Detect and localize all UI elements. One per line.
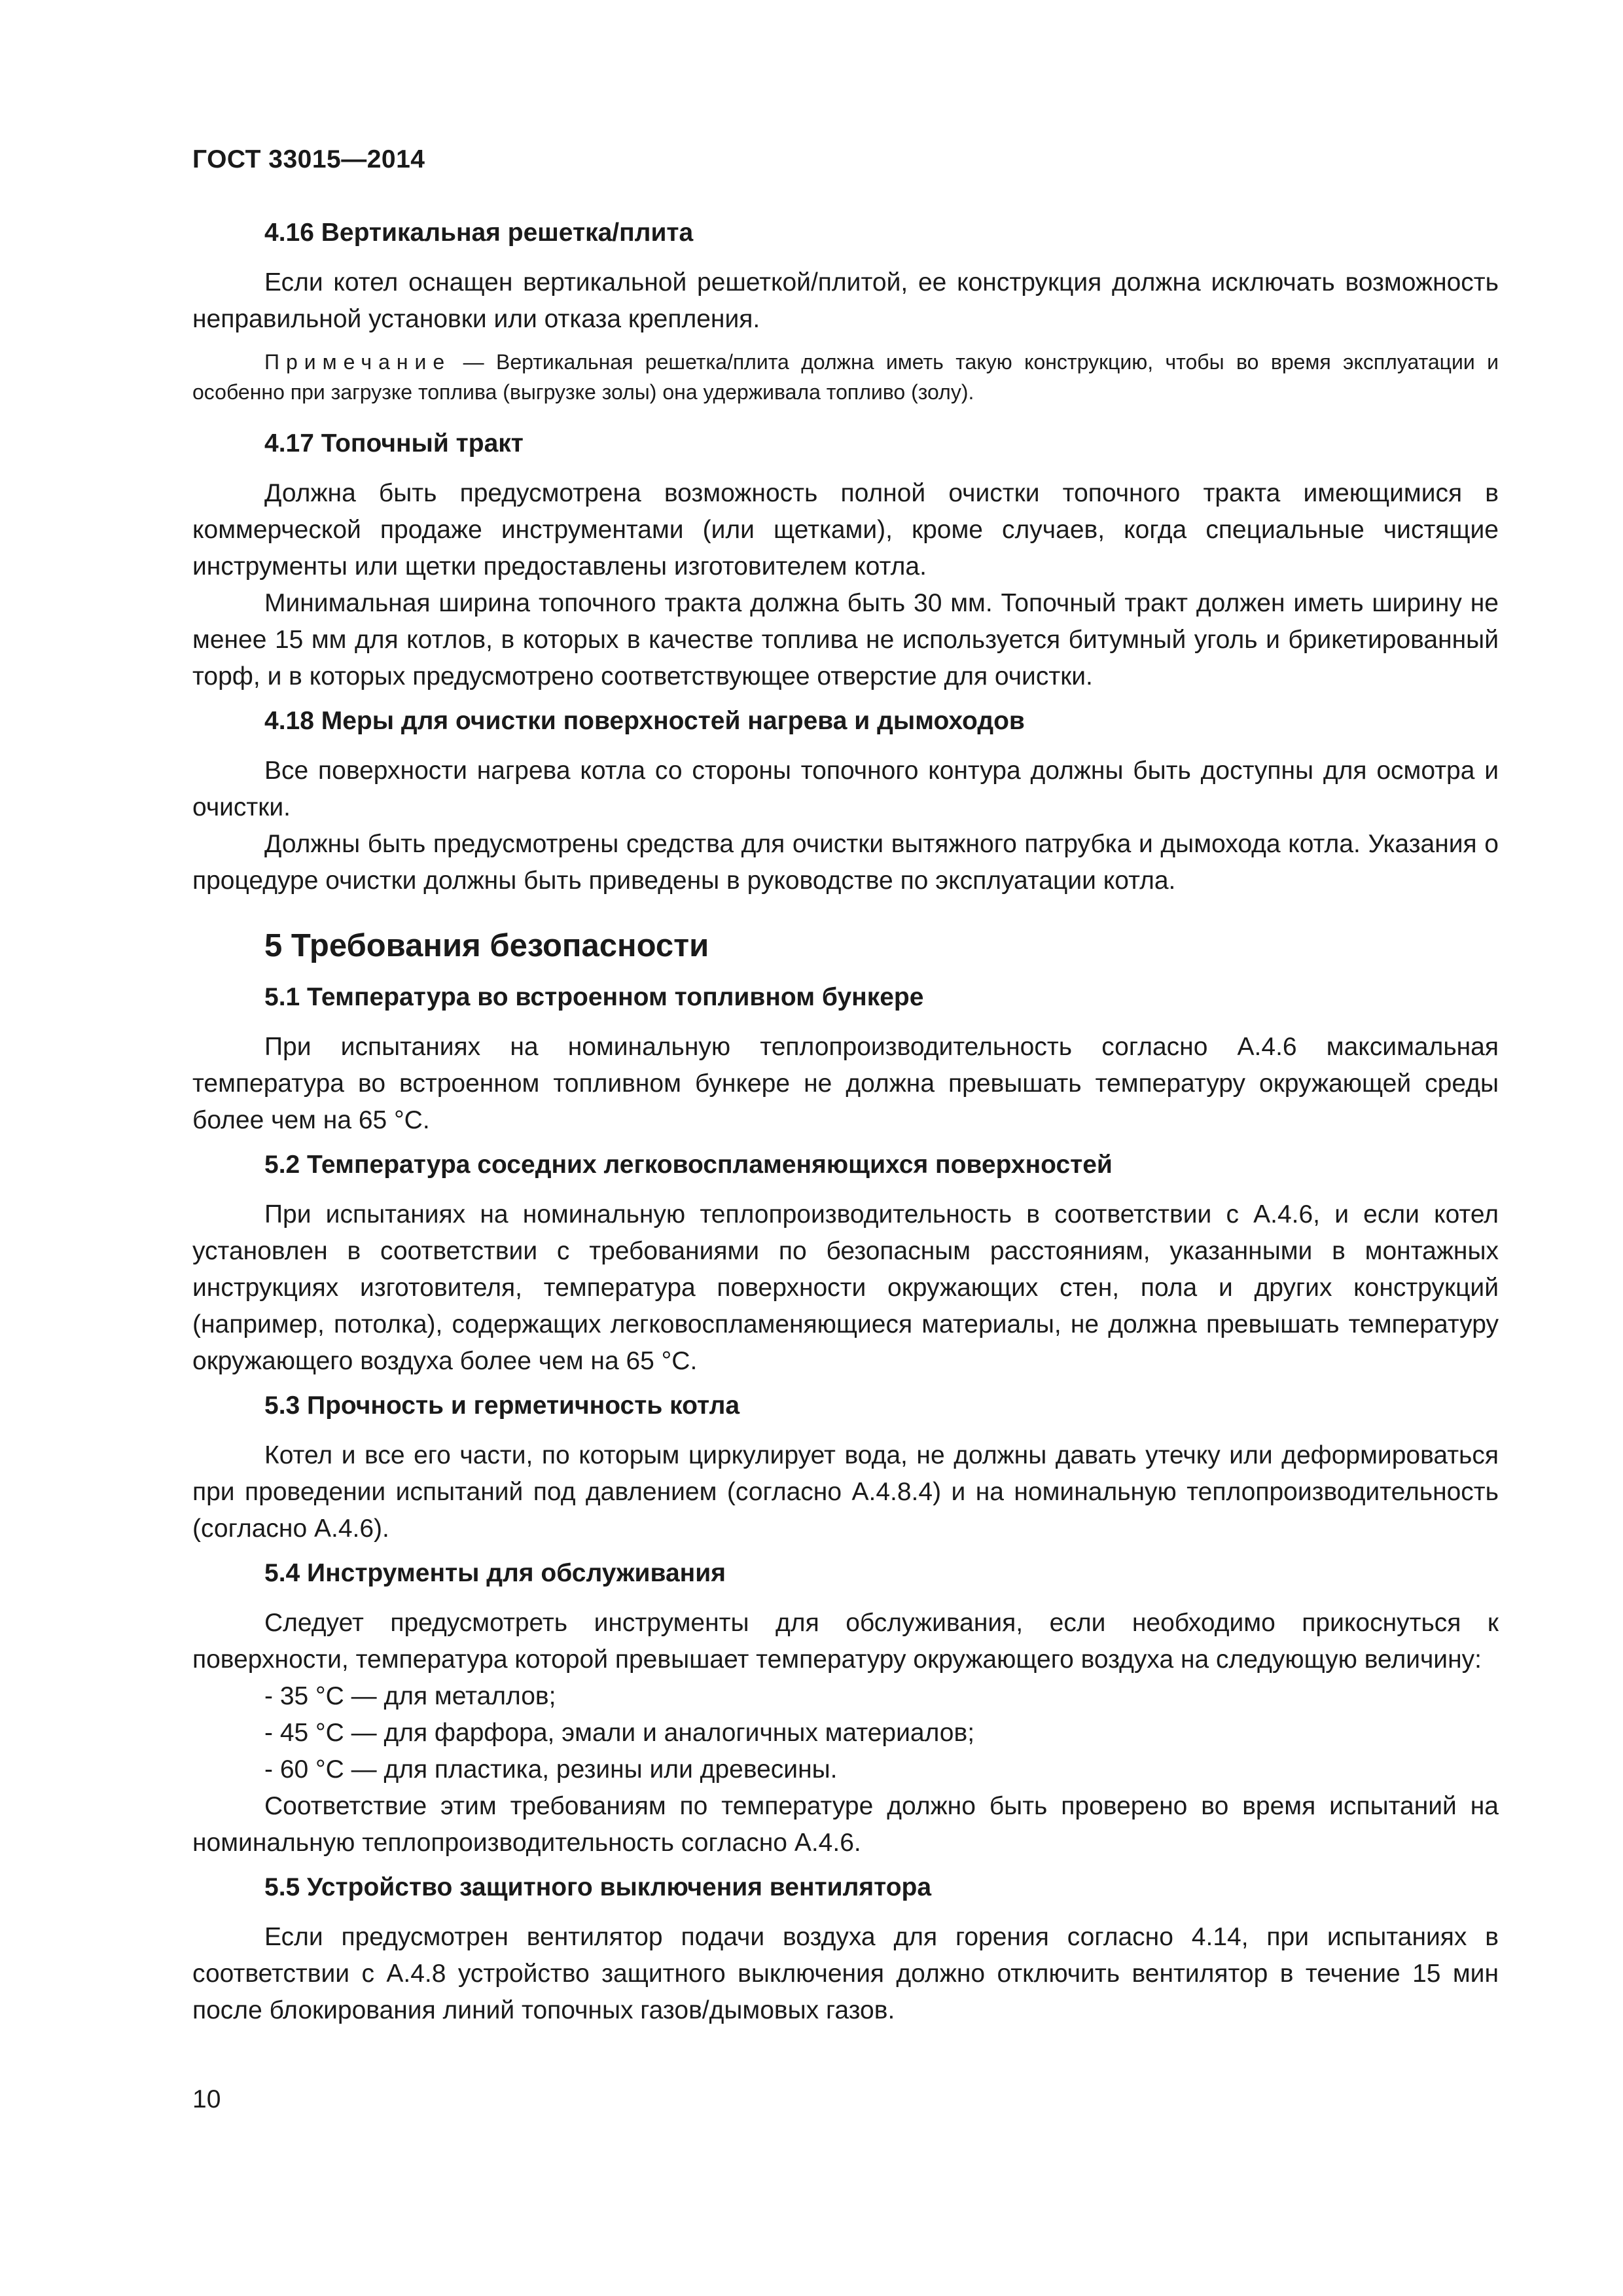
section-heading-5-1: 5.1 Температура во встроенном топливном бункере (264, 983, 924, 1011)
list-item: - 35 °С — для металлов; (264, 1682, 556, 1710)
list-item: - 45 °С — для фарфора, эмали и аналогичных материалов; (264, 1719, 975, 1747)
paragraph: При испытаниях на номинальную теплопроизводительность в соответствии с А.4.6, и если котел установлен в соответствии с требованиями по безопасным расстояниям, указанными в монтажных инструкциях изготовителя, температура поверхности окружающих стен, пола и других конструкций (например, потолка), содержащих легковоспламеняющиеся материалы, не должна превышать температуру окружающего воздуха более чем на 65 °С. (192, 1200, 1499, 1375)
paragraph: Если котел оснащен вертикальной решеткой/плитой, ее конструкция должна исключать возможность неправильной установки или отказа крепления. (192, 268, 1499, 333)
section-heading-5-2: 5.2 Температура соседних легковоспламеняющихся поверхностей (264, 1151, 1113, 1179)
note-label: Примечание (264, 350, 452, 374)
paragraph: Все поверхности нагрева котла со стороны топочного контура должны быть доступны для осмотра и очистки. (192, 757, 1499, 821)
list-item: - 60 °С — для пластика, резины или древесины. (264, 1755, 838, 1784)
section-heading-4-16: 4.16 Вертикальная решетка/плита (264, 219, 694, 247)
section-heading-5-5: 5.5 Устройство защитного выключения вентилятора (264, 1873, 932, 1901)
paragraph: При испытаниях на номинальную теплопроизводительность согласно А.4.6 максимальная температура во встроенном топливном бункере не должна превышать температуру окружающей среды более чем на 65 °С. (192, 1033, 1499, 1134)
chapter-heading-5: 5 Требования безопасности (264, 928, 709, 963)
paragraph: Если предусмотрен вентилятор подачи воздуха для горения согласно 4.14, при испытаниях в соответствии с А.4.8 устройство защитного выключения должно отключить вентилятор в течение 15 мин после блокирования линий топочных газов/дымовых газов. (192, 1923, 1499, 2024)
document-code-header: ГОСТ 33015—2014 (192, 145, 425, 173)
note (192, 347, 1499, 407)
paragraph: Котел и все его части, по которым циркулирует вода, не должны давать утечку или деформироваться при проведении испытаний под давлением (согласно А.4.8.4) и на номинальную теплопроизводительность (согласно А.4.6). (192, 1441, 1499, 1543)
paragraph: Соответствие этим требованиям по температуре должно быть проверено во время испытаний на номинальную теплопроизводительность согласно А.4.6. (192, 1792, 1499, 1857)
paragraph: Следует предусмотреть инструменты для обслуживания, если необходимо прикоснуться к поверхности, температура которой превышает температуру окружающего воздуха на следующую величину: (192, 1609, 1499, 1674)
section-heading-4-17: 4.17 Топочный тракт (264, 429, 524, 457)
page-number: 10 (192, 2085, 221, 2113)
note-text: — Вертикальная решетка/плита должна иметь такую конструкцию, чтобы во время эксплуатации и особенно при загрузке топлива (выгрузке золы) она удерживала топливо (золу). (192, 350, 1499, 404)
section-heading-4-18: 4.18 Меры для очистки поверхностей нагрева и дымоходов (264, 707, 1025, 735)
section-heading-5-4: 5.4 Инструменты для обслуживания (264, 1559, 726, 1587)
paragraph: Должны быть предусмотрены средства для очистки вытяжного патрубка и дымохода котла. Указания о процедуре очистки должны быть приведены в руководстве по эксплуатации котла. (192, 830, 1499, 895)
section-heading-5-3: 5.3 Прочность и герметичность котла (264, 1391, 740, 1420)
page-content (192, 216, 1499, 2029)
paragraph: Должна быть предусмотрена возможность полной очистки топочного тракта имеющимися в коммерческой продаже инструментами (или щетками), кроме случаев, когда специальные чистящие инструменты или щетки предоставлены изготовителем котла. (192, 479, 1499, 581)
paragraph: Минимальная ширина топочного тракта должна быть 30 мм. Топочный тракт должен иметь ширину не менее 15 мм для котлов, в которых в качестве топлива не используется битумный уголь и брикетированный торф, и в которых предусмотрено соответствующее отверстие для очистки. (192, 589, 1499, 691)
